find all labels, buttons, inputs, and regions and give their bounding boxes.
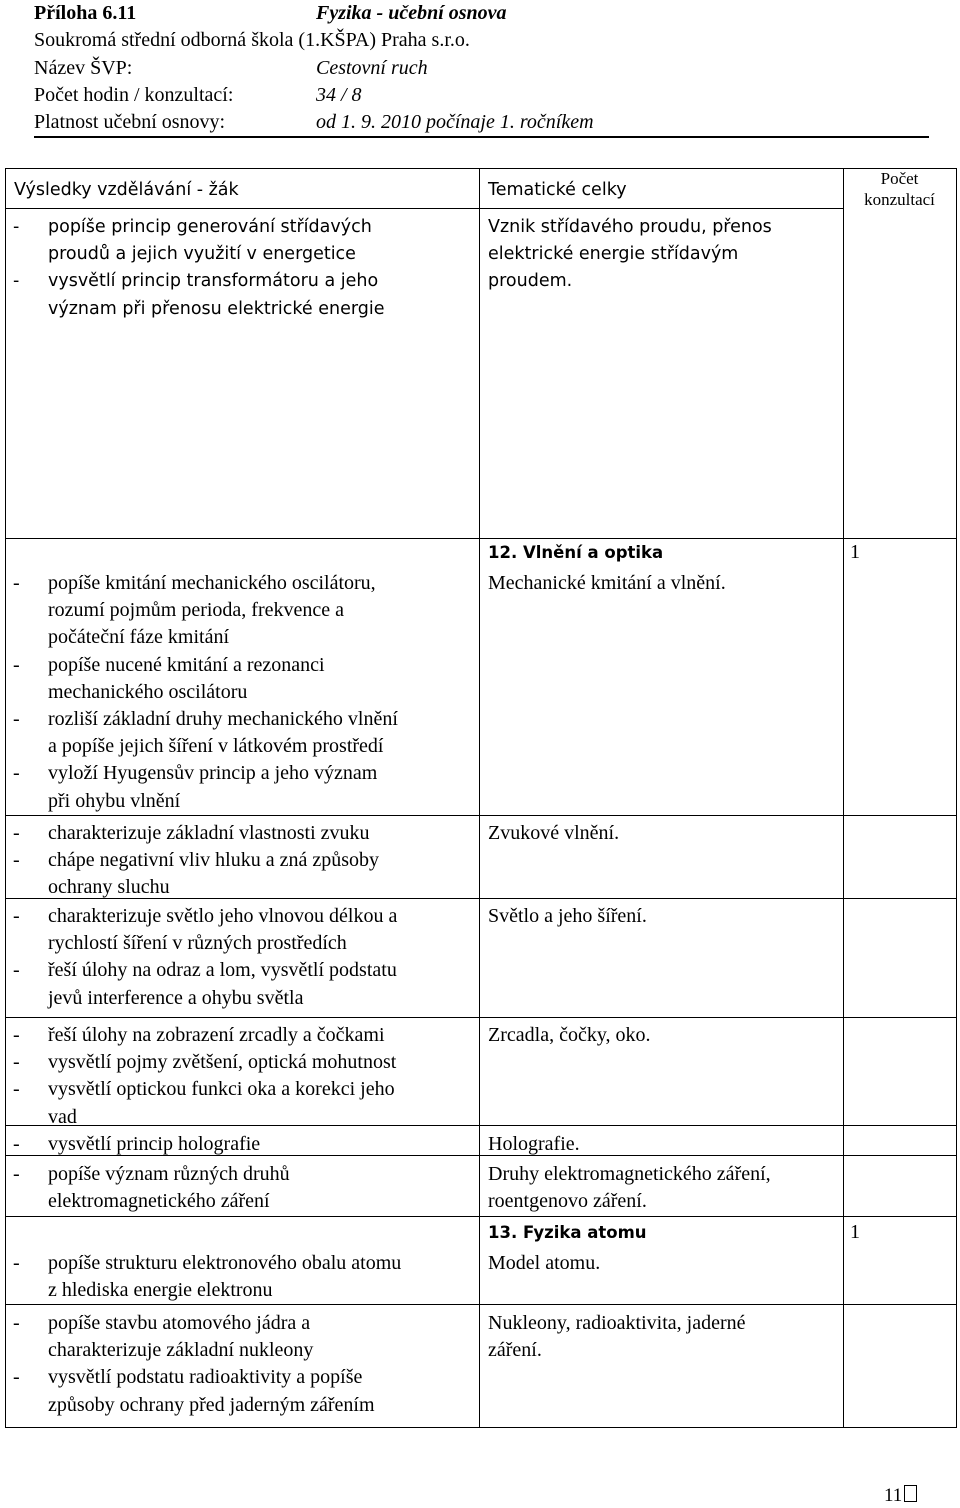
svp-value: Cestovní ruch [316, 57, 428, 79]
topic-line: proudem. [488, 271, 573, 292]
outcome-item [9, 1364, 477, 1418]
outcome-item [9, 1022, 477, 1049]
bullet-dash: - [13, 849, 20, 872]
outcome-item [9, 706, 477, 760]
bullet-dash: - [13, 708, 20, 731]
outcome-line: způsoby ochrany před jaderným zářením [48, 1393, 375, 1416]
outcome-line: jevů interference a ohybu světla [48, 986, 304, 1009]
validity-value: od 1. 9. 2010 počínaje 1. ročníkem [316, 111, 594, 133]
topic-cell [488, 903, 647, 930]
section-title: 13. Fyzika atomu [488, 1223, 647, 1242]
topic-cell [488, 1310, 746, 1364]
outcomes-list [9, 214, 477, 323]
column-header-outcomes: Výsledky vzdělávání - žák [14, 180, 239, 200]
header-line-validity [34, 109, 594, 135]
topic-line: Zvukové vlnění. [488, 822, 620, 844]
outcome-line: ochrany sluchu [48, 876, 170, 899]
curriculum-table [5, 168, 956, 1427]
bullet-dash: - [13, 653, 20, 676]
section-title: 12. Vlnění a optika [488, 543, 664, 562]
outcome-line: a popíše jejich šíření v látkovém prostředí [48, 735, 384, 758]
row-separator [5, 1125, 957, 1126]
subject-title: Fyzika - učební osnova [316, 2, 507, 24]
page-number [884, 1485, 917, 1507]
outcome-item [9, 820, 477, 847]
topic-cell [488, 820, 619, 847]
header-rule [34, 136, 929, 138]
outcome-line: popíše princip generování střídavých [48, 217, 372, 237]
outcome-line: charakterizuje základní nukleony [48, 1339, 314, 1362]
outcome-line: rozumí pojmům perioda, frekvence a [48, 599, 344, 622]
header-line-1 [34, 0, 507, 26]
row-separator [5, 898, 957, 899]
table-border-bottom [5, 1427, 957, 1428]
outcome-item [9, 847, 477, 901]
row-separator [5, 1017, 957, 1018]
outcome-item [9, 1250, 477, 1304]
outcome-line: charakterizuje světlo jeho vlnovou délkou a [48, 905, 398, 927]
table-border-left [5, 168, 6, 1427]
outcome-line: vysvětlí podstatu radioaktivity a popíše [48, 1366, 363, 1389]
outcomes-list [9, 1250, 477, 1304]
outcomes-list [9, 570, 477, 815]
topic-line: Světlo a jeho šíření. [488, 905, 647, 927]
bullet-dash: - [13, 1133, 20, 1155]
outcome-line: popíše stavbu atomového jádra a [48, 1312, 311, 1334]
missing-glyph-box [904, 1485, 917, 1502]
outcomes-list [9, 1022, 477, 1131]
topic-cell [488, 1250, 600, 1277]
table-border-right [956, 168, 957, 1427]
outcome-item [9, 957, 477, 1011]
topic-line: Holografie. [488, 1133, 580, 1155]
bullet-dash: - [13, 1163, 20, 1185]
bullet-dash: - [13, 762, 20, 785]
topic-line: Nukleony, radioaktivita, jaderné [488, 1312, 746, 1334]
outcome-line: chápe negativní vliv hluku a zná způsoby [48, 849, 380, 872]
outcome-item [9, 570, 477, 652]
topic-line: Zrcadla, čočky, oko. [488, 1024, 651, 1046]
outcome-line: popíše strukturu elektronového obalu atomu [48, 1252, 402, 1274]
outcome-line: popíše kmitání mechanického oscilátoru, [48, 572, 376, 594]
topic-cell [488, 214, 772, 296]
school-name: Soukromá střední odborná škola (1.KŠPA) Praha s.r.o. [34, 29, 470, 51]
outcome-line: elektromagnetického záření [48, 1190, 270, 1213]
outcome-line: proudů a jejich využití v energetice [48, 244, 356, 265]
outcome-line: význam při přenosu elektrické energie [48, 298, 385, 319]
outcomes-list [9, 1161, 477, 1215]
topic-line: Mechanické kmitání a vlnění. [488, 572, 726, 594]
row-separator [5, 1155, 957, 1156]
outcome-item [9, 1310, 477, 1364]
bullet-dash: - [13, 1051, 20, 1074]
outcome-line: při ohybu vlnění [48, 789, 181, 812]
row-separator [5, 1216, 957, 1217]
topic-line: záření. [488, 1339, 542, 1362]
outcome-item [9, 268, 477, 322]
header-line-hours [34, 82, 362, 108]
row-separator [5, 1304, 957, 1305]
bullet-dash: - [13, 1078, 20, 1101]
hours-label: Počet hodin / konzultací: [34, 84, 234, 106]
hours-value: 34 / 8 [316, 84, 362, 106]
outcome-line: mechanického oscilátoru [48, 680, 248, 703]
consultation-count: 1 [850, 541, 860, 563]
outcome-line: popíše nucené kmitání a rezonanci [48, 653, 325, 676]
outcome-line: vysvětlí princip holografie [48, 1133, 261, 1155]
header-line-svp [34, 55, 428, 81]
topic-line: Vznik střídavého proudu, přenos [488, 217, 772, 237]
table-divider-1 [479, 168, 480, 1427]
outcome-line: rychlostí šíření v různých prostředích [48, 932, 347, 955]
outcomes-list [9, 820, 477, 902]
bullet-dash: - [13, 217, 20, 237]
count-header-line-2: konzultací [864, 190, 935, 209]
outcome-line: vad [48, 1105, 77, 1128]
bullet-dash: - [13, 1252, 20, 1274]
topic-line: Model atomu. [488, 1252, 601, 1274]
outcome-item [9, 652, 477, 706]
topic-line: Druhy elektromagnetického záření, [488, 1163, 771, 1185]
outcome-item [9, 760, 477, 814]
topic-cell [488, 1161, 771, 1215]
bullet-dash: - [13, 1024, 20, 1046]
row-separator [5, 815, 957, 816]
outcome-line: řeší úlohy na odraz a lom, vysvětlí podstatu [48, 959, 397, 982]
row-separator [5, 538, 957, 539]
outcome-line: rozliší základní druhy mechanického vlnění [48, 708, 398, 731]
column-header-topics: Tematické celky [488, 180, 627, 200]
topic-line: elektrické energie střídavým [488, 244, 739, 265]
outcome-line: řeší úlohy na zobrazení zrcadly a čočkami [48, 1024, 385, 1046]
outcomes-list [9, 1310, 477, 1419]
topic-cell [488, 1022, 651, 1049]
bullet-dash: - [13, 572, 20, 594]
table-header-separator [5, 208, 843, 209]
outcome-line: vyloží Hyugensův princip a jeho význam [48, 762, 378, 785]
validity-label: Platnost učební osnovy: [34, 111, 226, 133]
outcome-item [9, 1049, 477, 1076]
outcome-line: vysvětlí optickou funkci oka a korekci jeho [48, 1078, 395, 1101]
consultation-count: 1 [850, 1221, 860, 1243]
page-number-value: 11 [884, 1485, 903, 1506]
count-header-line-1: Počet [880, 169, 919, 188]
outcome-item [9, 1076, 477, 1130]
outcome-line: z hlediska energie elektronu [48, 1279, 273, 1302]
bullet-dash: - [13, 905, 20, 927]
outcome-item [9, 214, 477, 268]
outcome-line: popíše význam různých druhů [48, 1163, 290, 1185]
outcome-item [9, 1161, 477, 1215]
bullet-dash: - [13, 959, 20, 982]
column-header-count [843, 168, 956, 210]
bullet-dash: - [13, 822, 20, 844]
outcomes-list [9, 903, 477, 1012]
topic-cell [488, 570, 726, 597]
attachment-label: Příloha 6.11 [34, 2, 137, 24]
outcome-item [9, 903, 477, 957]
outcome-line: počáteční fáze kmitání [48, 626, 230, 649]
table-border-top [5, 168, 957, 169]
svp-label: Název ŠVP: [34, 57, 133, 79]
bullet-dash: - [13, 1312, 20, 1334]
outcome-line: vysvětlí princip transformátoru a jeho [48, 271, 379, 292]
bullet-dash: - [13, 1366, 20, 1389]
table-divider-2 [843, 168, 844, 1427]
topic-line: roentgenovo záření. [488, 1190, 647, 1213]
outcome-line: vysvětlí pojmy zvětšení, optická mohutnost [48, 1051, 397, 1074]
outcome-line: charakterizuje základní vlastnosti zvuku [48, 822, 370, 844]
bullet-dash: - [13, 271, 20, 292]
